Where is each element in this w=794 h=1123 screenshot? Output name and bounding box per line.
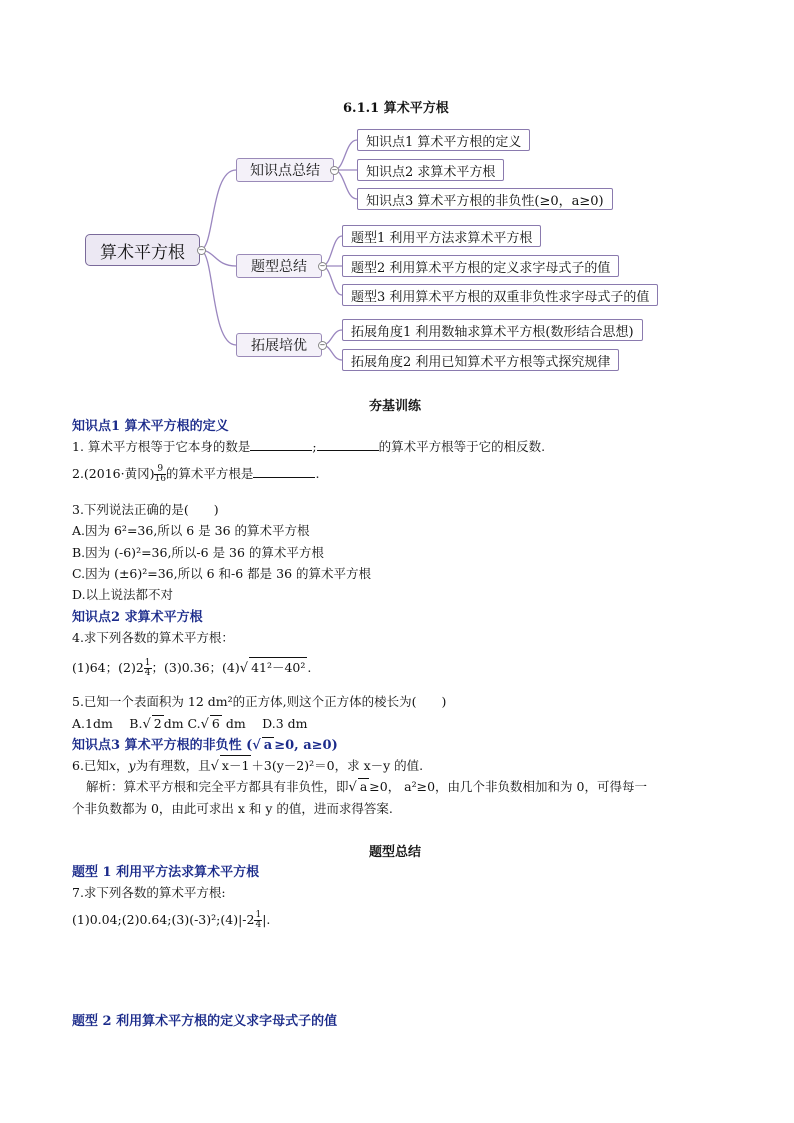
sqrt-icon: √ <box>239 661 249 676</box>
radicand: 6 <box>211 716 220 731</box>
leaf-kp1[interactable]: 知识点1 算术平方根的定义 <box>357 129 530 151</box>
leaf-kp2[interactable]: 知识点2 求算术平方根 <box>357 159 504 181</box>
kp3-text: 知识点3 算术平方根的非负性 ( <box>72 738 253 753</box>
q6-text: 6.已知 <box>72 758 109 773</box>
fraction-numerator: 1 <box>144 658 151 668</box>
question-4-items <box>72 657 311 678</box>
connector-b1-l3 <box>334 170 357 199</box>
page-title: 6.1.1 算术平方根 <box>343 101 449 116</box>
leaf-type1[interactable]: 题型1 利用平方法求算术平方根 <box>342 225 541 247</box>
q4-items-text-end: . <box>307 660 312 675</box>
collapse-icon[interactable]: − <box>331 166 338 174</box>
question-2 <box>72 464 319 484</box>
radicand: x－1 <box>220 755 252 774</box>
leaf-kp3[interactable]: 知识点3 算术平方根的非负性(≥0，a≥0) <box>357 188 613 210</box>
fraction-numerator: 1 <box>255 910 262 920</box>
question-7-items <box>72 911 270 930</box>
q6-text-mid: 为有理数，且 <box>135 758 211 773</box>
q2-text: 2.(2016·黄冈) <box>72 466 155 481</box>
collapse-icon[interactable]: − <box>319 262 326 270</box>
sqrt-icon: √ <box>210 759 219 774</box>
question-6 <box>72 755 423 774</box>
q7-items-text: (1)0.04;(2)0.64;(3)(-3)²;(4)|-2 <box>72 912 255 927</box>
leaf-ext2[interactable]: 拓展角度2 利用已知算术平方根等式探究规律 <box>342 349 619 371</box>
answer-blank[interactable] <box>253 467 315 478</box>
option-c: C.因为 (±6)²=36,所以 6 和-6 都是 36 的算术平方根 <box>72 566 372 581</box>
question-1 <box>72 437 545 455</box>
question-7: 7.求下列各数的算术平方根: <box>72 885 226 900</box>
branch-question-types[interactable]: 题型总结 <box>236 254 322 278</box>
question-3: 3.下列说法正确的是( ) <box>72 502 219 517</box>
connector-b2-l3 <box>322 266 342 295</box>
radicand: 41²－40² <box>249 657 307 676</box>
q1-sep: ; <box>312 439 317 454</box>
question-5-options <box>72 714 308 732</box>
leaf-type2[interactable]: 题型2 利用算术平方根的定义求字母式子的值 <box>342 255 619 277</box>
fraction <box>144 659 152 678</box>
q2-text-end: . <box>315 466 320 481</box>
sqrt-icon: √ <box>252 738 261 753</box>
knowledge-point-heading: 知识点2 求算术平方根 <box>72 610 203 625</box>
fraction-numerator: 9 <box>154 465 165 475</box>
q1-text: 1. 算术平方根等于它本身的数是 <box>72 439 251 454</box>
fraction-denominator: 16 <box>154 474 166 484</box>
q7-items-text-end: |. <box>262 912 271 927</box>
analysis-text: 解析：算术平方根和完全平方都具有非负性，即 <box>86 779 349 794</box>
section-title: 题型总结 <box>369 845 422 860</box>
q6-text-end: ＋3(y－2)²＝0，求 x－y 的值. <box>251 758 424 773</box>
q6-comma: ， <box>116 758 129 773</box>
question-type-heading: 题型 2 利用算术平方根的定义求字母式子的值 <box>72 1014 338 1029</box>
collapse-icon[interactable]: − <box>198 246 205 254</box>
connector-b1-l1 <box>334 140 357 170</box>
section-title: 夯基训练 <box>369 399 422 414</box>
q5-options-text-end: dm D.3 dm <box>221 716 308 731</box>
analysis-text-end: ≥0， a²≥0，由几个非负数相加和为 0，可得每一 <box>369 779 647 794</box>
option-a: A.因为 6²=36,所以 6 是 36 的算术平方根 <box>72 523 310 538</box>
option-d: D.以上说法都不对 <box>72 587 174 602</box>
answer-blank[interactable] <box>317 440 379 451</box>
sqrt-icon: √ <box>348 780 357 795</box>
variable-x: x <box>108 758 116 773</box>
option-b: B.因为 (-6)²=36,所以-6 是 36 的算术平方根 <box>72 545 324 560</box>
fraction <box>154 465 165 484</box>
connector-root-b1 <box>200 170 236 250</box>
answer-blank[interactable] <box>250 440 312 451</box>
knowledge-point-heading <box>72 734 338 753</box>
sqrt-icon: √ <box>200 717 209 732</box>
kp3-text-end: ≥0, a≥0) <box>274 738 338 753</box>
q1-text-end: 的算术平方根等于它的相反数. <box>378 439 546 454</box>
connector-b2-l1 <box>322 236 342 266</box>
q5-options-text-mid: dm C. <box>163 716 201 731</box>
analysis-line-2: 个非负数都为 0，由此可求出 x 和 y 的值，进而求得答案. <box>72 801 393 816</box>
q4-items-text: (1)64；(2)2 <box>72 660 144 675</box>
q5-options-text: A.1dm B. <box>72 716 143 731</box>
branch-knowledge-summary[interactable]: 知识点总结 <box>236 158 334 182</box>
question-4: 4.求下列各数的算术平方根： <box>72 630 234 645</box>
mindmap-root[interactable]: 算术平方根 <box>85 234 200 266</box>
fraction-denominator: 4 <box>255 920 262 930</box>
radicand: a <box>359 779 368 794</box>
radicand: 2 <box>153 716 162 731</box>
question-5: 5.已知一个表面积为 12 dm²的正方体,则这个正方体的棱长为( ) <box>72 694 447 709</box>
question-type-heading: 题型 1 利用平方法求算术平方根 <box>72 865 260 880</box>
leaf-type3[interactable]: 题型3 利用算术平方根的双重非负性求字母式子的值 <box>342 284 658 306</box>
sqrt-icon: √ <box>142 717 151 732</box>
q2-text-mid: 的算术平方根是 <box>165 466 254 481</box>
radicand: a <box>263 738 273 753</box>
fraction-denominator: 4 <box>144 668 151 678</box>
knowledge-point-heading: 知识点1 算术平方根的定义 <box>72 419 229 434</box>
analysis-line-1 <box>86 777 647 795</box>
connector-root-b3 <box>200 250 236 345</box>
variable-y: y <box>128 758 136 773</box>
q4-items-text-mid: ；(3)0.36；(4) <box>151 660 240 675</box>
branch-extension[interactable]: 拓展培优 <box>236 333 322 357</box>
collapse-icon[interactable]: − <box>319 341 326 349</box>
leaf-ext1[interactable]: 拓展角度1 利用数轴求算术平方根(数形结合思想) <box>342 319 643 341</box>
